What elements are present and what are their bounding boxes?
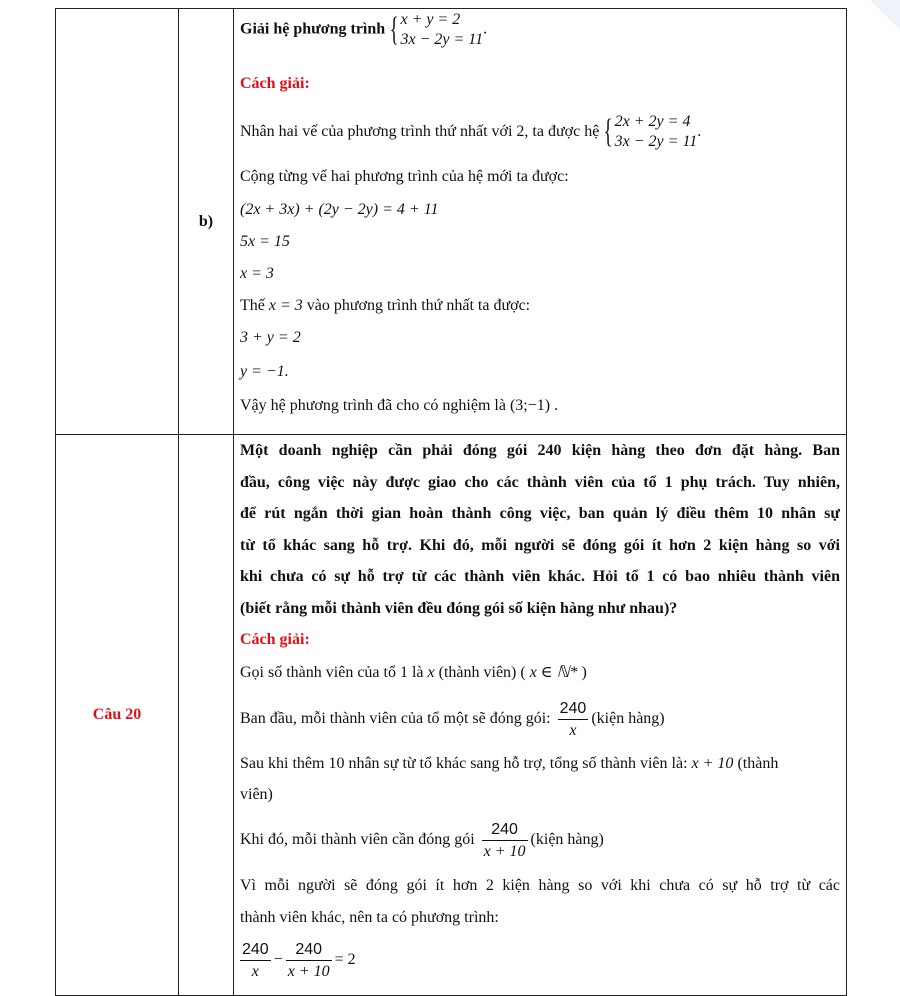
system-1-eq1: x + y = 2 [400, 11, 461, 28]
equation-y: y = −1. [240, 363, 289, 380]
part-label: b) [179, 9, 234, 435]
fraction-numerator: 240 [482, 819, 528, 841]
problem-line: (biết rằng mỗi thành viên đều đóng gói số kiện hàng như nhau)? [240, 599, 678, 617]
system-2-end: . [697, 123, 702, 140]
empty-part-cell [179, 435, 234, 996]
question-20-content [234, 435, 847, 996]
after-unit: (thành [737, 755, 779, 772]
because-line-1: Vì mỗi người sẽ đóng gói ít hơn 2 kiện hàng so với khi chưa có sự hỗ trợ từ các [240, 877, 840, 894]
brace-icon: { [389, 11, 399, 48]
substitute-x: x = 3 [268, 297, 303, 314]
fraction-denominator: x + 10 [483, 842, 526, 860]
let-unit: (thành viên) ( [438, 664, 526, 681]
problem-line: khi chưa có sự hỗ trợ từ các thành viên khác. Hỏi tổ 1 có bao nhiêu thành viên [240, 568, 840, 585]
solution-table [55, 8, 847, 996]
brace-icon: { [603, 113, 613, 150]
fraction-denominator: x [251, 962, 259, 980]
after-line-1 [240, 748, 840, 780]
after-line-2: viên) [240, 786, 273, 803]
step-multiply-text: Nhân hai vế của phương trình thứ nhất với 2, ta được hệ [240, 123, 600, 140]
table-row-20 [56, 435, 847, 996]
let-variable-line [240, 656, 840, 690]
fraction-240-over-x [558, 698, 589, 741]
problem-line: từ tổ khác sang hỗ trợ. Khi đó, mỗi người sẽ đóng gói ít hơn 2 kiện hàng so với [240, 536, 840, 554]
equation-5x: 5x = 15 [240, 233, 290, 250]
part-b-content [234, 9, 847, 435]
solution-heading: Cách giải: [240, 631, 310, 648]
table-row-b [56, 9, 847, 435]
let-condition: x ∈ ℕ* [529, 664, 578, 681]
substitute-line [240, 290, 840, 322]
fraction-numerator: 240 [558, 698, 589, 720]
question-label: Câu 20 [56, 435, 179, 996]
system-1-end: . [483, 20, 488, 38]
equation-x: x = 3 [240, 265, 274, 282]
substitute-post: vào phương trình thứ nhất ta được: [306, 297, 531, 314]
step-multiply [240, 104, 840, 160]
then-pre: Khi đó, mỗi thành viên cần đóng gói [240, 831, 475, 848]
final-equation [240, 934, 840, 986]
equation-sum: (2x + 3x) + (2y − 2y) = 4 + 11 [240, 201, 439, 218]
initial-unit: (kiện hàng) [591, 710, 665, 727]
system-2-eq2: 3x − 2y = 11 [614, 133, 698, 150]
fraction-240-over-x-plus-10 [482, 819, 528, 862]
conclusion-line [240, 390, 840, 422]
let-close: ) [581, 664, 587, 681]
fraction-240-over-x [240, 939, 271, 982]
problem-line: đầu, công việc này được giao cho các thành viên của tổ 1 phụ trách. Tuy nhiên, [240, 473, 840, 491]
after-pre: Sau khi thêm 10 nhân sự từ tổ khác sang hỗ trợ, tổng số thành viên là: [240, 755, 688, 772]
problem-statement [240, 9, 840, 64]
fraction-denominator: x + 10 [287, 962, 330, 980]
step-add-text: Cộng từng vế hai phương trình của hệ mới ta được: [240, 168, 569, 185]
empty-question-cell [56, 9, 179, 435]
let-pre: Gọi số thành viên của tổ 1 là [240, 664, 424, 681]
solution-heading: Cách giải: [240, 75, 310, 92]
conclusion-value: (3;−1) . [509, 397, 559, 414]
after-expression: x + 10 [691, 755, 734, 772]
conclusion-text: Vậy hệ phương trình đã cho có nghiệm là [240, 397, 506, 414]
because-line-2: thành viên khác, nên ta có phương trình: [240, 909, 499, 926]
then-unit: (kiện hàng) [530, 831, 604, 848]
initial-line [240, 690, 840, 748]
problem-line: Một doanh nghiệp cần phải đóng gói 240 kiện hàng theo đơn đặt hàng. Ban [240, 442, 840, 459]
system-2 [615, 112, 698, 152]
minus-sign: − [273, 951, 283, 968]
watermark-corner [860, 0, 900, 40]
fraction-numerator: 240 [286, 939, 332, 961]
fraction-denominator: x [569, 721, 577, 739]
system-2-eq1: 2x + 2y = 4 [614, 113, 691, 130]
fraction-numerator: 240 [240, 939, 271, 961]
problem-paragraph [240, 435, 840, 624]
let-x: x [427, 664, 435, 681]
substitute-pre: Thế [240, 297, 265, 314]
problem-line: để rút ngắn thời gian hoàn thành công việc, ban quản lý điều thêm 10 nhân sự [240, 505, 840, 522]
fraction-240-over-x-plus-10 [286, 939, 332, 982]
initial-pre: Ban đầu, mỗi thành viên của tổ một sẽ đóng gói: [240, 710, 551, 727]
system-1 [401, 10, 484, 50]
problem-prompt: Giải hệ phương trình [240, 20, 386, 38]
system-1-eq2: 3x − 2y = 11 [400, 31, 484, 48]
then-line [240, 810, 840, 870]
equation-rhs: = 2 [334, 951, 356, 968]
equation-3y: 3 + y = 2 [240, 329, 301, 346]
